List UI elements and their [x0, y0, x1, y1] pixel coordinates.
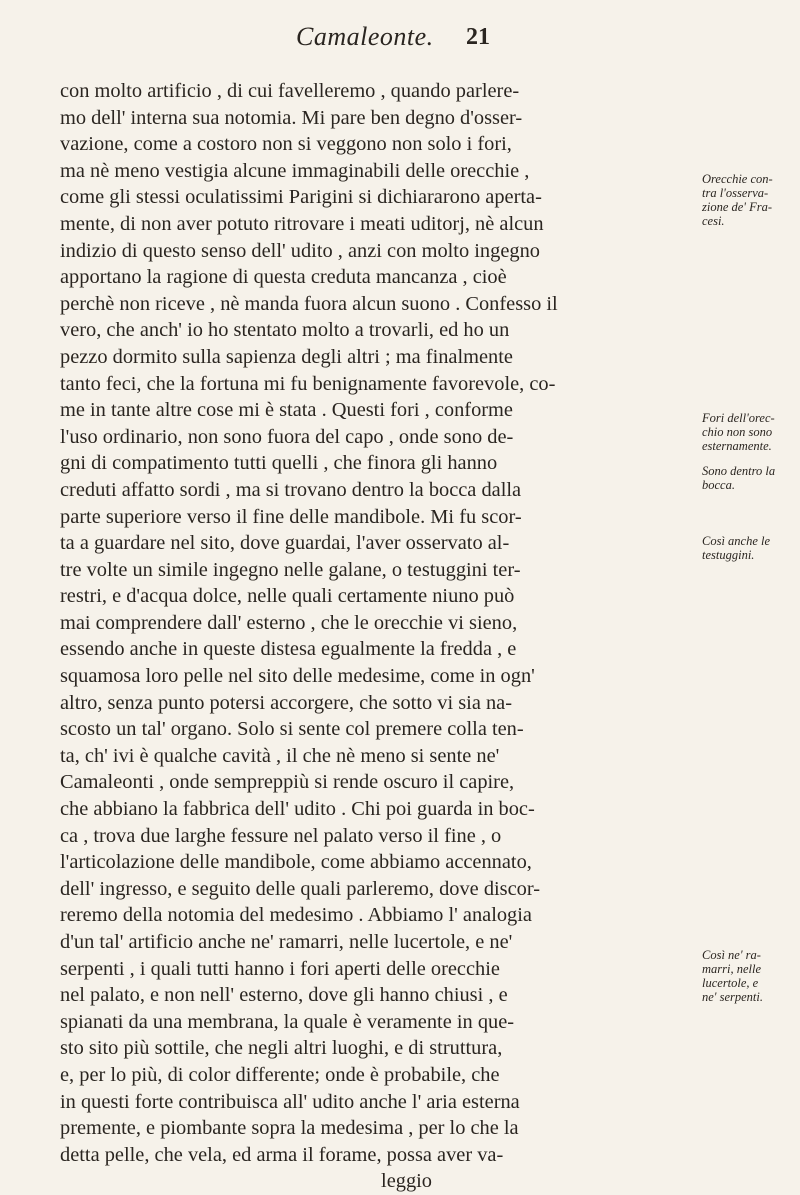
text-line: come gli stessi oculatissimi Parigini si dichiararono aperta- [60, 186, 542, 209]
margin-note-ramarri [702, 948, 798, 1004]
text-line: ta a guardare nel sito, dove guardai, l'aver osservato al- [60, 532, 510, 555]
margin-note-line: chio non sono [702, 425, 773, 439]
margin-note-line: Sono dentro la [702, 464, 776, 478]
margin-note-orecchie [702, 172, 798, 228]
text-line: me in tante altre cose mi è stata . Questi fori , conforme [60, 399, 513, 422]
text-line: l'articolazione delle mandibole, come abbiamo accennato, [60, 851, 532, 874]
running-title: Camaleonte. [296, 22, 434, 51]
margin-note-line: Così anche le [702, 534, 771, 548]
text-line: ca , trova due larghe fessure nel palato verso il fine , o [60, 824, 502, 847]
margin-note-line: cesi. [702, 214, 725, 228]
margin-note-fori [702, 411, 798, 453]
margin-note-line: marri, nelle [702, 962, 762, 976]
body-text [60, 78, 692, 1195]
text-line: spianati da una membrana, la quale è veramente in que- [60, 1010, 515, 1033]
text-line: gni di compatimento tutti quelli , che finora gli hanno [60, 452, 498, 475]
text-line: Camaleonti , onde sempreppiù si rende oscuro il capire, [60, 771, 515, 794]
text-line: restri, e d'acqua dolce, nelle quali certamente niuno può [60, 585, 515, 608]
page-number: 21 [466, 24, 490, 50]
margin-note-line: ne' serpenti. [702, 990, 763, 1004]
margin-note-line: esternamente. [702, 439, 772, 453]
text-line: con molto artificio , di cui favelleremo , quando parlere- [60, 80, 520, 102]
text-line: detta pelle, che vela, ed arma il forame, possa aver va- [60, 1143, 504, 1166]
text-line: squamosa loro pelle nel sito delle medesime, come in ogn' [60, 665, 535, 688]
margin-note-line: Orecchie con- [702, 172, 773, 186]
text-line: che abbiano la fabbrica dell' udito . Chi poi guarda in boc- [60, 798, 535, 821]
text-line: vero, che anch' io ho stentato molto a trovarli, ed ho un [60, 319, 510, 342]
running-head [0, 22, 800, 62]
text-line: perchè non riceve , nè manda fuora alcun suono . Confesso il [60, 292, 558, 315]
text-line: vazione, come a costoro non si veggono non solo i fori, [60, 133, 512, 156]
text-line: e, per lo più, di color differente; onde è probabile, che [60, 1063, 500, 1086]
text-line: tre volte un simile ingegno nelle galane, o testuggini ter- [60, 558, 521, 581]
text-line: altro, senza punto potersi accorgere, che sotto vi sia na- [60, 691, 513, 714]
text-line: nel palato, e non nell' esterno, dove gli hanno chiusi , e [60, 984, 508, 1007]
text-line: mente, di non aver potuto ritrovare i meati uditorj, nè alcun [60, 212, 544, 235]
text-line: reremo della notomia del medesimo . Abbiamo l' analogia [60, 904, 532, 927]
text-line: parte superiore verso il fine delle mandibole. Mi fu scor- [60, 505, 522, 528]
text-line: mai comprendere dall' esterno , che le orecchie vi sieno, [60, 611, 518, 634]
text-line: indizio di questo senso dell' udito , anzi con molto ingegno [60, 239, 540, 262]
text-line: ta, ch' ivi è qualche cavità , il che nè meno si sente ne' [60, 744, 500, 767]
text-line: leggio [381, 1170, 432, 1193]
margin-note-line: zione de' Fra- [702, 200, 773, 214]
text-line: serpenti , i quali tutti hanno i fori aperti delle orecchie [60, 957, 500, 980]
margin-note-line: tra l'osserva- [702, 186, 769, 200]
text-line: creduti affatto sordi , ma si trovano dentro la bocca dalla [60, 478, 522, 501]
text-line: d'un tal' artificio anche ne' ramarri, nelle lucertole, e ne' [60, 931, 513, 953]
margin-note-line: Così ne' ra- [702, 948, 761, 962]
margin-note-bocca [702, 464, 798, 492]
margin-note-line: bocca. [702, 478, 735, 492]
text-line: dell' ingresso, e seguito delle quali parleremo, dove discor- [60, 877, 541, 900]
text-line: ma nè meno vestigia alcune immaginabili delle orecchie , [60, 159, 530, 182]
text-line: essendo anche in queste distesa egualmente la fredda , e [60, 638, 517, 661]
text-line: sto sito più sottile, che negli altri luoghi, e di struttura, [60, 1037, 503, 1060]
text-line: mo dell' interna sua notomia. Mi pare ben degno d'osser- [60, 106, 523, 129]
text-line: scosto un tal' organo. Solo si sente col premere colla ten- [60, 718, 524, 741]
text-line: in questi forte contribuisca all' udito anche l' aria esterna [60, 1090, 520, 1113]
text-line: l'uso ordinario, non sono fuora del capo , onde sono de- [60, 425, 514, 448]
margin-note-line: testuggini. [702, 548, 755, 562]
margin-note-line: Fori dell'orec- [702, 411, 775, 425]
text-line: apportano la ragione di questa creduta mancanza , cioè [60, 266, 507, 289]
text-line: pezzo dormito sulla sapienza degli altri ; ma finalmente [60, 345, 513, 368]
text-line: premente, e piombante sopra la medesima , per lo che la [60, 1117, 519, 1140]
margin-note-testuggini [702, 534, 798, 562]
margin-note-line: lucertole, e [702, 976, 759, 990]
text-line: tanto feci, che la fortuna mi fu benignamente favorevole, co- [60, 372, 556, 395]
